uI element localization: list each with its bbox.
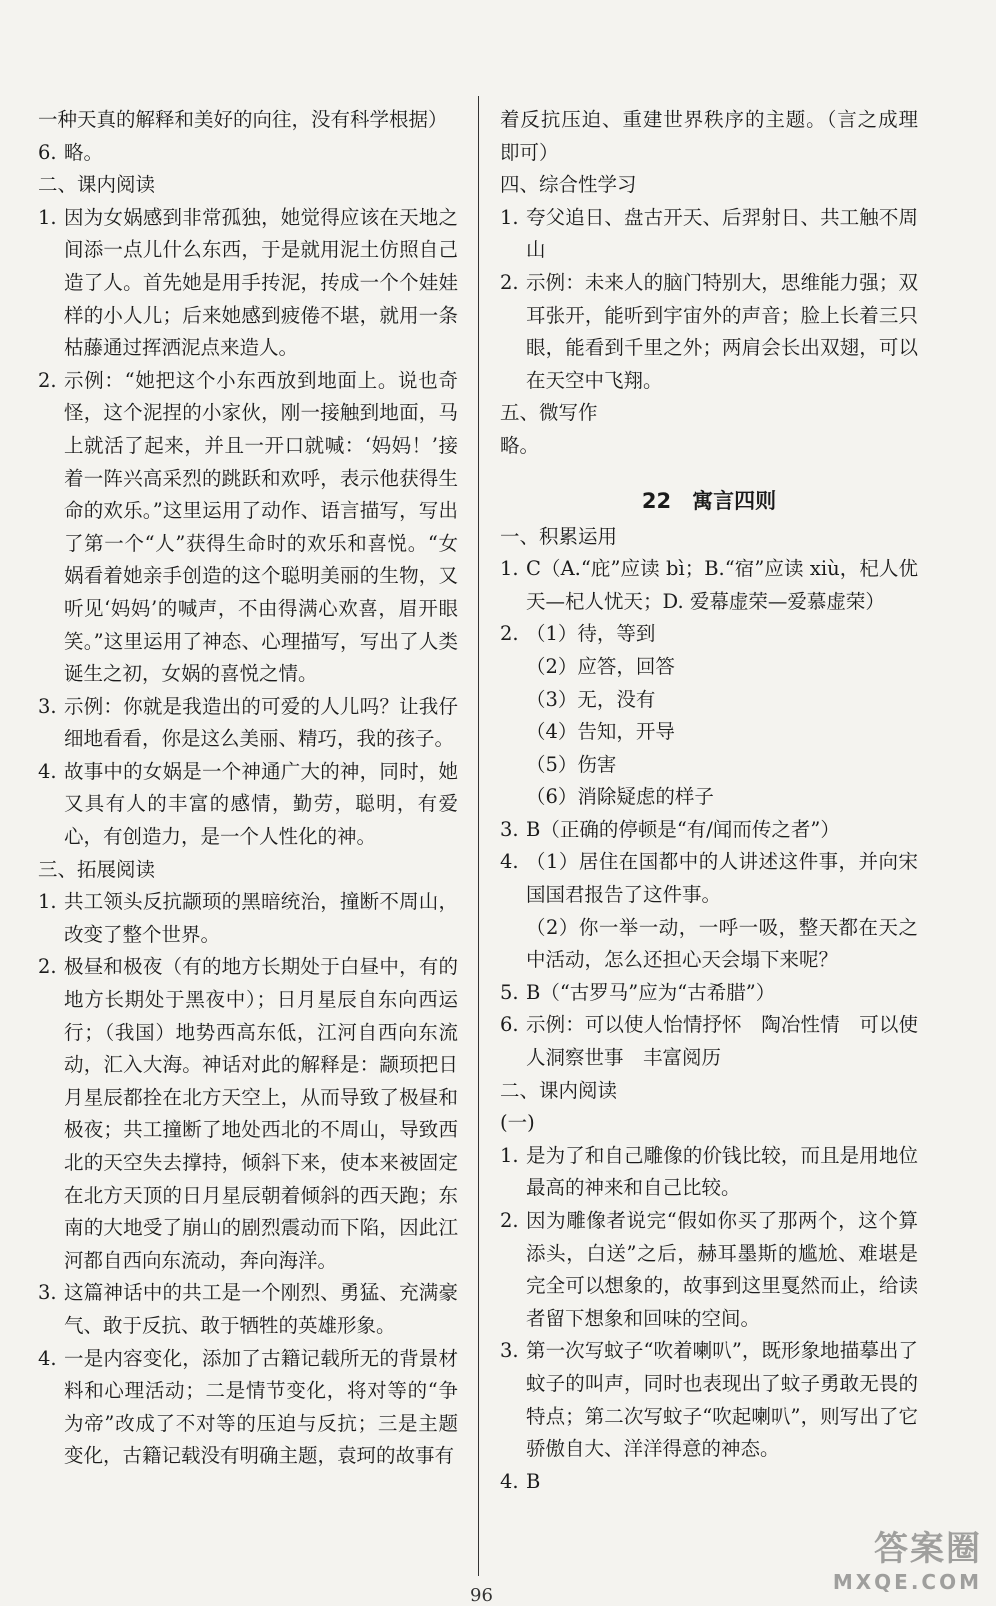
sub-answer: （3）无，没有 [526,687,656,711]
answer-text: 夸父追日、盘古开天、后羿射日、共工触不周山 [526,205,918,262]
answer-item [500,1140,918,1205]
right-column [500,104,918,1498]
sub-answer: （4）告知，开导 [526,720,675,744]
answer-number: 1. [500,205,519,229]
answer-text: B（正确的停顿是“有/闻而传之者”） [526,817,840,841]
watermark-logo-text: 答案圈 [874,1529,982,1569]
answer-text: C（A.“庇”应读 bì；B.“宿”应读 xiù，杞人优天—杞人忧天；D. 爱幕虚荣—爱慕虚荣） [526,557,918,613]
answer-item [38,886,458,951]
section-heading: 一、积累运用 [500,524,618,548]
answer-number: 4. [500,1469,519,1493]
sub-answer: （2）应答，回答 [526,654,675,678]
answer-item [500,618,918,651]
answer-item [500,1205,918,1335]
answer-number: 1. [500,1143,519,1167]
answer-number: 3. [500,1339,519,1363]
answer-item [500,1335,918,1465]
answer-number: 3. [38,1281,57,1305]
answer-number: 4. [500,850,519,874]
answer-text: 第一次写蚊子“吹着喇叭”，既形象地描摹出了蚊子的叫声，同时也表现出了蚊子勇敢无畏的特点；第二次写蚊子“吹起喇叭”，则写出了它骄傲自大、洋洋得意的神态。 [526,1339,918,1461]
answer-number: 2. [38,368,57,392]
answer-item [500,977,918,1010]
answer-number: 3. [38,694,57,718]
section-heading: 四、综合性学习 [500,173,637,197]
answer-number: 3. [500,817,519,841]
lesson-title: 22 寓言四则 [641,488,777,513]
answer-item [38,691,458,756]
answer-number: 1. [38,205,57,229]
sub-answer: （2）你一举一动，一呼一吸，整天都在天之中活动，怎么还担心天会塌下来呢？ [526,915,918,972]
answer-number: 2. [500,622,519,646]
answer-text: B（“古罗马”应为“古希腊”） [526,980,776,1004]
answer-number: 6. [500,1013,519,1037]
answer-text: 故事中的女娲是一个神通广大的神，同时，她又具有人的丰富的感情，勤劳，聪明，有爱心，有创造力，是一个人性化的神。 [64,759,458,849]
answer-text: 这篇神话中的共工是一个刚烈、勇猛、充满豪气、敢于反抗、敢于牺牲的英雄形象。 [64,1281,458,1337]
answer-number: 1. [500,557,519,581]
answer-item [500,553,918,618]
answer-number: 5. [500,980,519,1004]
answer-text: B [526,1469,541,1493]
sub-answer: （6）消除疑虑的样子 [526,785,714,809]
page-number: 96 [470,1585,493,1606]
answer-number: 4. [38,759,57,783]
answer-text: （1）待，等到 [526,622,656,646]
answer-item [500,1466,918,1499]
continued-text: (一) [500,1111,535,1135]
answer-text: 示例：未来人的脑门特别大，思维能力强；双耳张开，能听到宇宙外的声音；脸上长着三只眼，能看到千里之外；两肩会长出双翅，可以在天空中飞翔。 [526,270,918,392]
answer-text: 示例：你就是我造出的可爱的人儿吗？让我仔细地看看，你是这么美丽、精巧，我的孩子。 [64,694,458,751]
answer-number: 4. [38,1346,57,1370]
answer-item [38,1343,458,1473]
answer-number: 2. [38,955,57,979]
answer-text: 是为了和自己雕像的价钱比较，而且是用地位最高的神来和自己比较。 [526,1143,918,1200]
continued-text: 一种天真的解释和美好的向往，没有科学根据） [38,108,448,131]
answer-text: 共工领头反抗颛顼的黑暗统治，撞断不周山，改变了整个世界。 [64,890,458,946]
answer-item [500,267,918,397]
answer-item [38,202,458,365]
answer-item [500,814,918,847]
answer-item [38,951,458,1277]
answer-item [38,137,458,170]
answer-item [500,202,918,267]
section-heading: 二、课内阅读 [38,173,156,197]
answer-item [38,1277,458,1342]
answer-text: 示例：“她把这个小东西放到地面上。说也奇怪，这个泥捏的小家伙，刚一接触到地面，马上就活了起来，并且一开口就喊：‘妈妈！’接着一阵兴高采烈的跳跃和欢呼，表示他获得生命的欢乐。”这里运用了动作、语言描写，写出了第一个“人”获得生命时的欢乐和喜悦。“女娲看着她亲手创造的这个聪明美丽的生物，又听见‘妈妈’的喊声，不由得满心欢喜，眉开眼笑。”这里运用了神态、心理描写，写出了人类诞生之初，女娲的喜悦之情。 [64,368,458,686]
continued-text: 着反抗压迫、重建世界秩序的主题。（言之成理即可） [500,108,918,164]
answer-text: 因为雕像者说完“假如你买了那两个，这个算添头，白送”之后，赫耳墨斯的尴尬、难堪是完全可以想象的，故事到这里戛然而止，给读者留下想象和回味的空间。 [526,1209,918,1330]
answer-item [500,846,918,911]
answer-number: 2. [500,1209,519,1232]
sub-answer: （5）伤害 [526,752,617,776]
section-heading: 二、课内阅读 [500,1078,618,1102]
answer-text: （1）居住在国都中的人讲述这件事，并向宋国国君报告了这件事。 [526,850,918,907]
answer-text: 因为女娲感到非常孤独，她觉得应该在天地之间添一点儿什么东西，于是就用泥土仿照自己造了人。首先她是用手抟泥，抟成一个个娃娃样的小人儿；后来她感到疲倦不堪，就用一条枯藤通过挥洒泥点来造人。 [64,205,458,360]
watermark-logo-url: MXQE.COM [832,1570,982,1594]
answer-number: 6. [38,140,57,164]
answer-item [38,756,458,854]
section-heading: 三、拓展阅读 [38,857,156,881]
continued-text: 略。 [500,433,540,457]
answer-text: 极昼和极夜（有的地方长期处于白昼中，有的地方长期处于黑夜中）；日月星辰自东向西运行；（我国）地势西高东低，江河自西向东流动，汇入大海。神话对此的解释是：颛顼把日月星辰都拴在北方天空上，从而导致了极昼和极夜；共工撞断了地处西北的不周山，导致西北的天空失去撑持，倾斜下来，使本来被固定在北方天顶的日月星辰朝着倾斜的西天跑；东南的大地受了崩山的剧烈震动而下陷，因此江河都自西向东流动，奔向海洋。 [64,955,458,1272]
answer-text: 一是内容变化，添加了古籍记载所无的背景材料和心理活动；二是情节变化，将对等的“争为帝”改成了不对等的压迫与反抗；三是主题变化，古籍记载没有明确主题，袁珂的故事有 [64,1346,458,1468]
answer-text: 略。 [64,140,104,164]
answer-item [38,365,458,691]
answer-number: 1. [38,890,57,914]
left-column [38,104,458,1473]
corner-watermark-logo [833,1521,982,1594]
answer-text: 示例：可以使人怡情抒怀 陶冶性情 可以使人洞察世事 丰富阅历 [526,1013,918,1070]
answer-item [500,1009,918,1074]
column-divider [478,96,479,1576]
answer-number: 2. [500,270,519,294]
section-heading: 五、微写作 [500,401,598,425]
